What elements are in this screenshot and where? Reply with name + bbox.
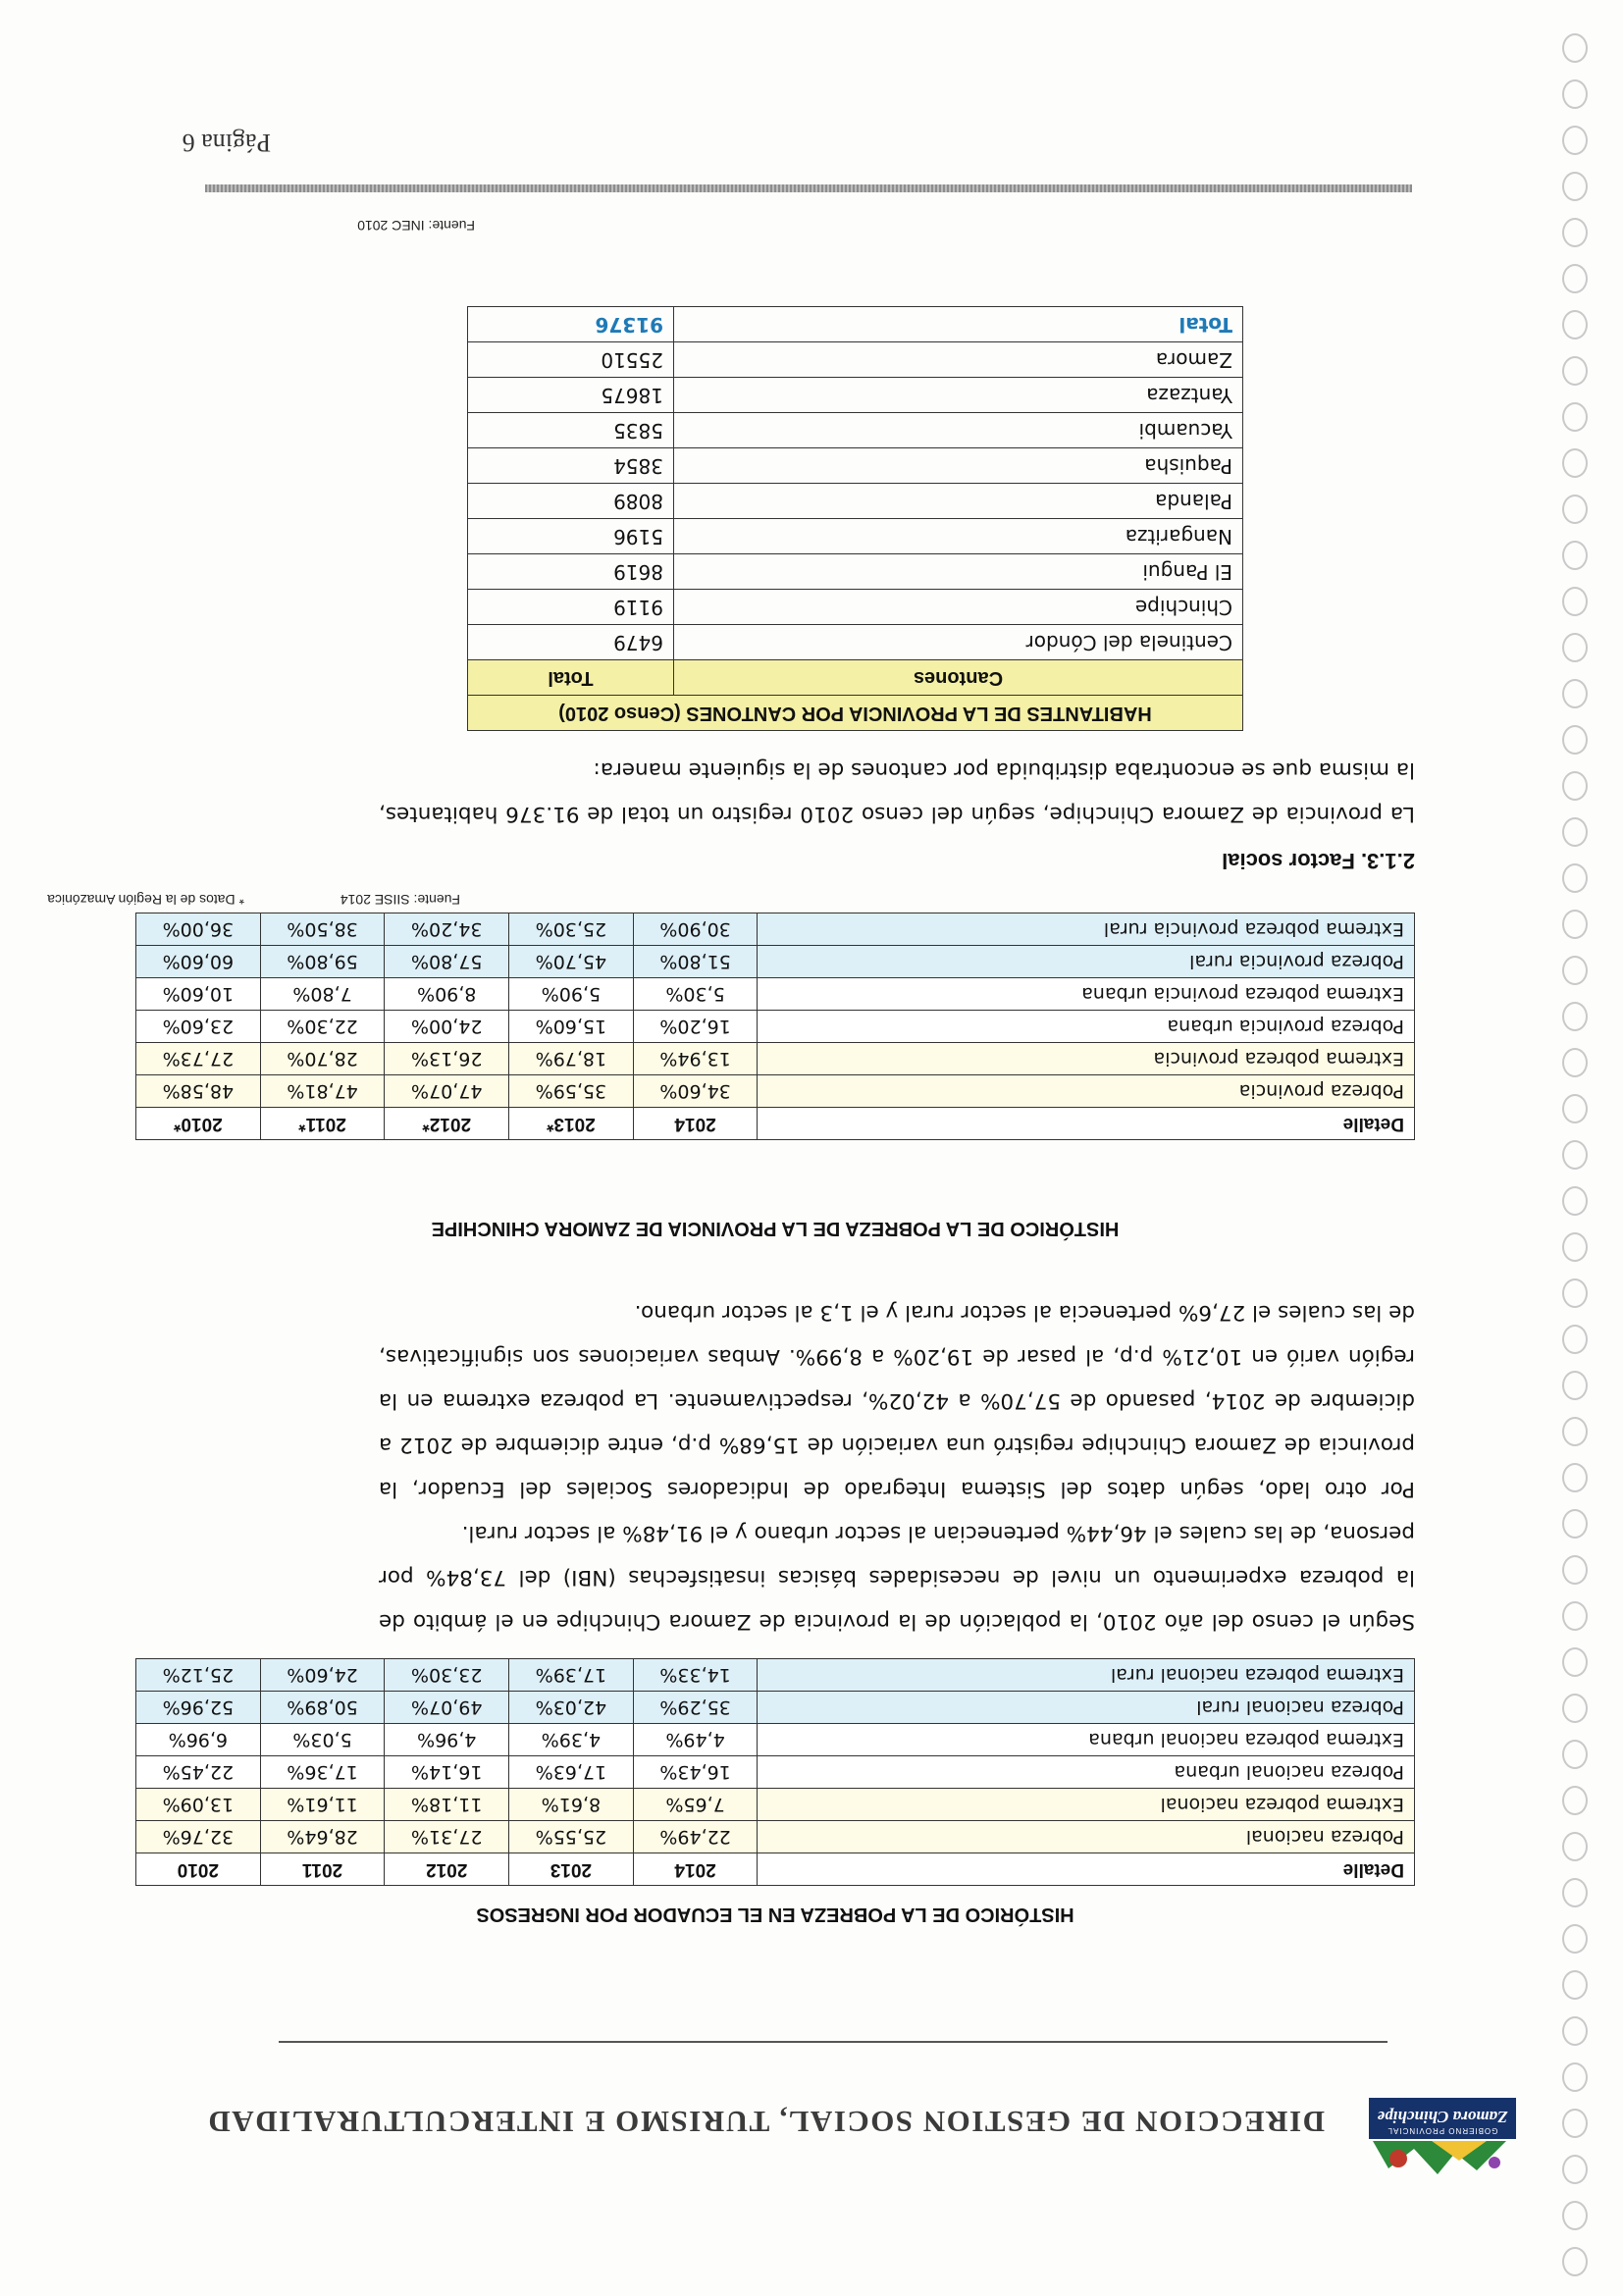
table-cell: 22,45% [136,1756,261,1789]
paragraph-population-distribution: La provincia de Zamora Chinchipe, según del censo 2010 registro un total de 91.376 habitantes, la misma que se encontraba distribuida por cantones de la siguiente manera: [379,757,1415,826]
binder-hole [1562,1232,1588,1262]
canton-total: 9119 [468,590,674,625]
table-cell: 11,61% [260,1789,385,1821]
row-label: Pobreza provincia [758,1075,1415,1108]
logo-mark-icon [1369,2139,1516,2178]
binder-hole [1562,1694,1588,1723]
row-label: Extrema pobreza nacional rural [758,1659,1415,1692]
table-cell: 18,79% [509,1043,634,1075]
column-header-year: 2010* [136,1108,261,1140]
binder-hole [1562,1463,1588,1492]
table-cell: 14,33% [633,1659,758,1692]
table-row [468,590,1243,625]
column-header-year: 2012 [385,1853,509,1886]
table-cell: 30,90% [633,913,758,946]
binder-hole [1562,1048,1588,1077]
canton-total: 5835 [468,413,674,448]
table-cell: 10,60% [136,978,261,1011]
binder-hole [1562,1278,1588,1308]
binder-hole [1562,956,1588,985]
row-label: Pobreza provincia urbana [758,1011,1415,1043]
binder-hole [1562,910,1588,939]
binder-hole [1562,172,1588,201]
table-cell: 17,39% [509,1659,634,1692]
binder-holes [1548,20,1588,2276]
table-row [136,1724,1415,1756]
canton-name: Yacuambi [674,413,1243,448]
table-row [468,342,1243,378]
canton-name: Nangaritza [674,519,1243,554]
binder-hole [1562,1970,1588,2000]
canton-name: Yantzaza [674,378,1243,413]
table-cell: 34,60% [633,1075,758,1108]
table-cell: 28,70% [260,1043,385,1075]
table-cell: 22,30% [260,1011,385,1043]
table-cell: 47,81% [260,1075,385,1108]
canton-name: El Pangui [674,554,1243,590]
table-cell: 50,89% [260,1692,385,1724]
page-number: Página 6 [182,129,271,157]
table-row [136,946,1415,978]
binder-hole [1562,1601,1588,1631]
logo-band [1369,2098,1516,2139]
table-row [468,378,1243,413]
canton-name: Centinela del Cóndor [674,625,1243,660]
binder-hole [1562,1878,1588,1907]
binder-hole [1562,495,1588,524]
canton-name: Paquisha [674,448,1243,484]
binder-hole [1562,1140,1588,1170]
table-cell: 34,20% [385,913,509,946]
canton-total: 25510 [468,342,674,378]
table-cell: 15,60% [509,1011,634,1043]
table-cell: 22,49% [633,1821,758,1853]
logo [1369,2070,1516,2178]
binder-hole [1562,817,1588,847]
table-cell: 60,60% [136,946,261,978]
table-cell: 24,00% [385,1011,509,1043]
binder-hole [1562,1094,1588,1123]
table-cell: 45,70% [509,946,634,978]
section-heading: 2.1.3. Factor social [1222,849,1415,873]
binder-hole [1562,126,1588,155]
table-total-row [468,307,1243,342]
binder-hole [1562,79,1588,109]
table-header-row [136,1108,1415,1140]
table-row [468,519,1243,554]
binder-hole [1562,1786,1588,1815]
column-header-year: 2014 [633,1853,758,1886]
paragraph-siise-variation: Por otro lado, según datos del Sistema Integrado de Indicadores Sociales del Ecuador, la provincia de Zamora Chinchipe registró una variación de 15,68% p.p, entre diciembre de 2012 a diciembre de 2014, pasando de 57,70% a 42,02%, respectivamente. La pobreza extrema en la región varió en 10,21% p.p, al pasar de 19,20% a 8,99%. Ambas variaciones son significativas, de las cuales el 27,6% pertenecia al sector rural y el 1,3 al sector urbano. [379,1300,1415,1501]
table-cell: 28,64% [260,1821,385,1853]
table-cell: 25,55% [509,1821,634,1853]
table-cell: 27,73% [136,1043,261,1075]
table-row [136,1692,1415,1724]
table-row [468,413,1243,448]
table-cell: 17,36% [260,1756,385,1789]
provincial-poverty-table [135,913,1415,1140]
binder-hole [1562,33,1588,63]
table-cell: 24,60% [260,1659,385,1692]
paragraph-census-nbi: Según el censo del año 2010, la población de la provincia de Zamora Chinchipe en el ámbito de la pobreza experimento un nivel de necesidades básicas insatisfechas (NBI) del 73,84% por persona, de las cuales el 46,44% pertenecian al sector urbano y el 91,48% al sector rural. [379,1521,1415,1634]
canton-total: 6479 [468,625,674,660]
binder-hole [1562,633,1588,662]
binder-hole [1562,725,1588,755]
column-header-year: 2012* [385,1108,509,1140]
binder-hole [1562,1740,1588,1769]
binder-hole [1562,1417,1588,1446]
column-header-detalle: Detalle [758,1108,1415,1140]
column-header-year: 2013* [509,1108,634,1140]
row-label: Extrema pobreza nacional [758,1789,1415,1821]
column-header-detalle: Detalle [758,1853,1415,1886]
table-cell: 5,90% [509,978,634,1011]
binder-hole [1562,1371,1588,1400]
national-poverty-table [135,1658,1415,1886]
table-cell: 32,76% [136,1821,261,1853]
binder-hole [1562,402,1588,432]
table-cell: 4,96% [385,1724,509,1756]
binder-hole [1562,771,1588,801]
table-cell: 47,07% [385,1075,509,1108]
footer-rule [205,184,1412,192]
table-cell: 13,09% [136,1789,261,1821]
table-cell: 51,80% [633,946,758,978]
table-cell: 7,65% [633,1789,758,1821]
binder-hole [1562,356,1588,386]
binder-hole [1562,218,1588,247]
table-row [136,1043,1415,1075]
table-row [136,913,1415,946]
document-header [206,2070,1521,2178]
canton-total: 5196 [468,519,674,554]
column-header-year: 2010 [136,1853,261,1886]
provincial-table-title: HISTÓRICO DE LA POBREZA DE LA PROVINCIA DE ZAMORA CHINCHIPE [431,1218,1120,1239]
canton-name: Palanda [674,484,1243,519]
row-label: Extrema pobreza nacional urbana [758,1724,1415,1756]
table-cell: 4,39% [509,1724,634,1756]
table-cell: 16,43% [633,1756,758,1789]
table-cell: 26,13% [385,1043,509,1075]
header-title: DIRECCION DE GESTION SOCIAL, TURISMO E INTERCULTURALIDAD [206,2105,1325,2139]
provincial-source: Fuente: SIISE 2014 [340,892,460,908]
table-cell: 52,96% [136,1692,261,1724]
table-cell: 38,50% [260,913,385,946]
table-row [468,448,1243,484]
binder-hole [1562,863,1588,893]
canton-total: 18675 [468,378,674,413]
binder-hole [1562,264,1588,293]
row-label: Pobreza nacional rural [758,1692,1415,1724]
binder-hole [1562,2155,1588,2184]
table-cell: 5,30% [633,978,758,1011]
table-cell: 23,60% [136,1011,261,1043]
row-label: Pobreza provincia rural [758,946,1415,978]
table-cell: 6,96% [136,1724,261,1756]
table-header-row [136,1853,1415,1886]
table-cell: 35,29% [633,1692,758,1724]
table-cell: 8,61% [509,1789,634,1821]
table-row [136,1821,1415,1853]
column-header-year: 2011* [260,1108,385,1140]
table-cell: 35,59% [509,1075,634,1108]
table-cell: 23,30% [385,1659,509,1692]
binder-hole [1562,1832,1588,1861]
table-row [136,1659,1415,1692]
total-label: Total [674,307,1243,342]
binder-hole [1562,1555,1588,1585]
national-table-title: HISTÓRICO DE LA POBREZA EN EL ECUADOR POR INGRESOS [476,1904,1074,1925]
row-label: Extrema pobreza provincia rural [758,913,1415,946]
table-cell: 4,49% [633,1724,758,1756]
total-value: 91376 [468,307,674,342]
table-cell: 42,03% [509,1692,634,1724]
table-row [468,625,1243,660]
table-cell: 8,90% [385,978,509,1011]
binder-hole [1562,1325,1588,1354]
binder-hole [1562,1186,1588,1216]
table-row [468,554,1243,590]
provincial-footnote: * Datos de la Región Amazónica [47,892,244,908]
canton-total: 8619 [468,554,674,590]
binder-hole [1562,2201,1588,2230]
table-cell: 13,94% [633,1043,758,1075]
table-cell: 57,80% [385,946,509,978]
table-cell: 7,80% [260,978,385,1011]
table-cell: 11,18% [385,1789,509,1821]
table-cell: 36,00% [136,913,261,946]
canton-name: Chinchipe [674,590,1243,625]
canton-total: 3854 [468,448,674,484]
table-cell: 16,20% [633,1011,758,1043]
table-row [136,1756,1415,1789]
binder-hole [1562,1924,1588,1954]
table-cell: 5,03% [260,1724,385,1756]
binder-hole [1562,448,1588,478]
logo-org: GOBIERNO PROVINCIAL [1387,2126,1498,2135]
binder-hole [1562,1509,1588,1539]
header-rule [279,2041,1387,2043]
binder-hole [1562,310,1588,339]
column-header-cantones: Cantones [674,660,1243,696]
row-label: Extrema pobreza provincia urbana [758,978,1415,1011]
table-cell: 49,07% [385,1692,509,1724]
table-cell: 27,31% [385,1821,509,1853]
canton-name: Zamora [674,342,1243,378]
canton-total: 8089 [468,484,674,519]
column-header-year: 2011 [260,1853,385,1886]
row-label: Extrema pobreza provincia [758,1043,1415,1075]
table-cell: 25,30% [509,913,634,946]
row-label: Pobreza nacional urbana [758,1756,1415,1789]
table-row [136,1075,1415,1108]
column-header-total: Total [468,660,674,696]
table-cell: 48,58% [136,1075,261,1108]
table-row [136,1789,1415,1821]
table-cell: 59,80% [260,946,385,978]
binder-hole [1562,2109,1588,2138]
binder-hole [1562,679,1588,708]
binder-hole [1562,1647,1588,1677]
logo-name: Zamora Chinchipe [1377,2108,1508,2126]
column-header-year: 2013 [509,1853,634,1886]
habitants-table [467,306,1243,731]
table-cell: 16,14% [385,1756,509,1789]
column-header-year: 2014 [633,1108,758,1140]
binder-hole [1562,541,1588,570]
binder-hole [1562,1002,1588,1031]
binder-hole [1562,2016,1588,2046]
table-cell: 25,12% [136,1659,261,1692]
binder-hole [1562,2062,1588,2092]
binder-hole [1562,587,1588,616]
habitants-table-title: HABITANTES DE LA PROVINCIA POR CANTONES (Censo 2010) [468,696,1243,731]
table-row [136,1011,1415,1043]
binder-hole [1562,2247,1588,2276]
table-cell: 17,63% [509,1756,634,1789]
row-label: Pobreza nacional [758,1821,1415,1853]
table-row [136,978,1415,1011]
habitants-source: Fuente: INEC 2010 [357,218,475,234]
table-row [468,484,1243,519]
